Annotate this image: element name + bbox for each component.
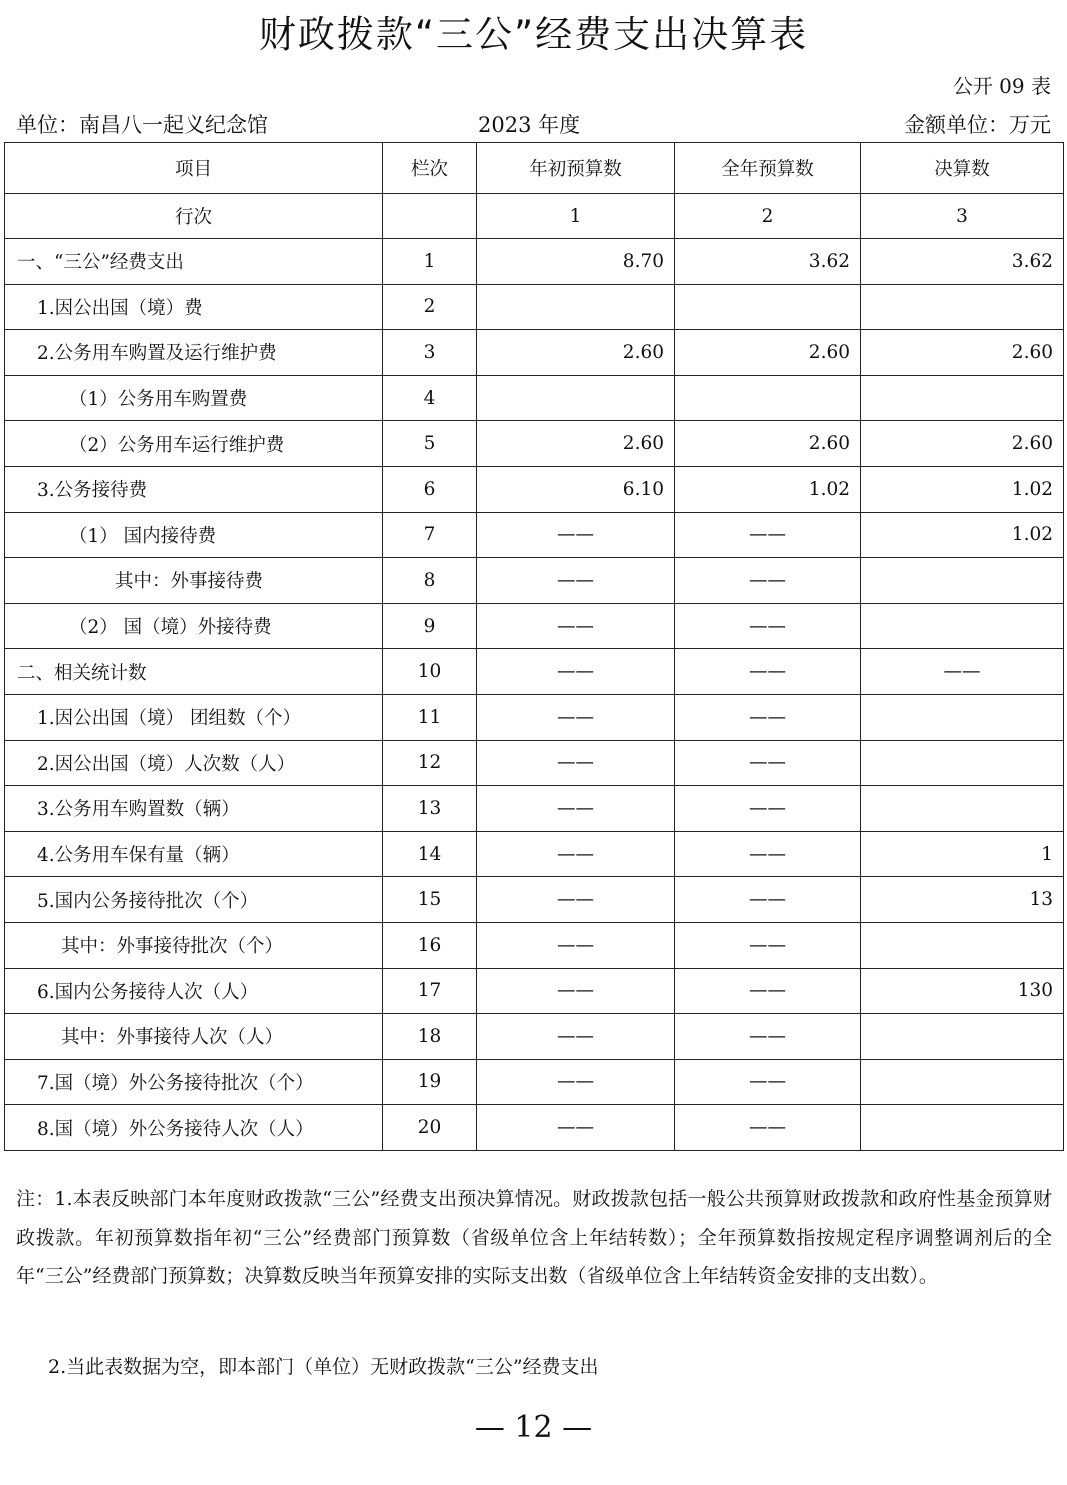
table-row bbox=[5, 922, 1064, 968]
final-account-cell bbox=[861, 740, 1064, 786]
initial-budget-cell: —— bbox=[477, 831, 675, 877]
full-year-budget-cell: 2.60 bbox=[675, 421, 861, 467]
money-unit-label: 金额单位：万元 bbox=[904, 113, 1051, 137]
row-number: 9 bbox=[383, 603, 477, 649]
table-row bbox=[5, 877, 1064, 923]
table-row bbox=[5, 603, 1064, 649]
initial-budget-cell bbox=[477, 284, 675, 330]
initial-budget-cell: —— bbox=[477, 512, 675, 558]
full-year-budget-cell: —— bbox=[675, 877, 861, 923]
row-item: 2.因公出国（境）人次数（人） bbox=[5, 740, 383, 786]
page-number: — 12 — bbox=[474, 1410, 593, 1445]
row-number: 15 bbox=[383, 877, 477, 923]
row-item: 二、相关统计数 bbox=[5, 649, 383, 695]
row-item: 6.国内公务接待人次（人） bbox=[5, 968, 383, 1014]
row-item: 1.因公出国（境）费 bbox=[5, 284, 383, 330]
row-number: 7 bbox=[383, 512, 477, 558]
table-row bbox=[5, 284, 1064, 330]
subheader-row-no: 行次 bbox=[5, 194, 383, 239]
row-item: 5.国内公务接待批次（个） bbox=[5, 877, 383, 923]
row-item: 3.公务接待费 bbox=[5, 466, 383, 512]
table-row bbox=[5, 239, 1064, 285]
row-item: 2.公务用车购置及运行维护费 bbox=[5, 330, 383, 376]
table-row bbox=[5, 694, 1064, 740]
final-account-cell: —— bbox=[861, 649, 1064, 695]
table-row bbox=[5, 375, 1064, 421]
final-account-cell bbox=[861, 284, 1064, 330]
row-item: （1）公务用车购置费 bbox=[5, 375, 383, 421]
subheader-col-2: 2 bbox=[675, 194, 861, 239]
header-initial-budget: 年初预算数 bbox=[477, 143, 675, 194]
row-number: 17 bbox=[383, 968, 477, 1014]
initial-budget-cell: —— bbox=[477, 1014, 675, 1060]
initial-budget-cell: —— bbox=[477, 1105, 675, 1151]
initial-budget-cell: —— bbox=[477, 922, 675, 968]
full-year-budget-cell: —— bbox=[675, 968, 861, 1014]
initial-budget-cell: —— bbox=[477, 877, 675, 923]
initial-budget-cell: 6.10 bbox=[477, 466, 675, 512]
full-year-budget-cell: —— bbox=[675, 1059, 861, 1105]
table-row bbox=[5, 1059, 1064, 1105]
final-account-cell bbox=[861, 558, 1064, 604]
row-number: 8 bbox=[383, 558, 477, 604]
row-item: 其中：外事接待人次（人） bbox=[5, 1014, 383, 1060]
full-year-budget-cell: —— bbox=[675, 558, 861, 604]
row-number: 1 bbox=[383, 239, 477, 285]
table-row bbox=[5, 968, 1064, 1014]
table-row bbox=[5, 466, 1064, 512]
row-number: 18 bbox=[383, 1014, 477, 1060]
header-final-account: 决算数 bbox=[861, 143, 1064, 194]
full-year-budget-cell: —— bbox=[675, 603, 861, 649]
row-item: 1.因公出国（境） 团组数（个） bbox=[5, 694, 383, 740]
row-item: 其中：外事接待费 bbox=[5, 558, 383, 604]
full-year-budget-cell bbox=[675, 284, 861, 330]
subheader-col-1: 1 bbox=[477, 194, 675, 239]
table-row bbox=[5, 421, 1064, 467]
final-account-cell bbox=[861, 922, 1064, 968]
initial-budget-cell bbox=[477, 375, 675, 421]
row-number: 16 bbox=[383, 922, 477, 968]
initial-budget-cell: —— bbox=[477, 558, 675, 604]
row-number: 12 bbox=[383, 740, 477, 786]
final-account-cell bbox=[861, 1059, 1064, 1105]
row-item: （2）公务用车运行维护费 bbox=[5, 421, 383, 467]
row-item: 7.国（境）外公务接待批次（个） bbox=[5, 1059, 383, 1105]
full-year-budget-cell: —— bbox=[675, 512, 861, 558]
header-column-no: 栏次 bbox=[383, 143, 477, 194]
initial-budget-cell: 2.60 bbox=[477, 330, 675, 376]
initial-budget-cell: —— bbox=[477, 649, 675, 695]
final-account-cell: 1.02 bbox=[861, 512, 1064, 558]
initial-budget-cell: —— bbox=[477, 968, 675, 1014]
row-item: （2） 国（境）外接待费 bbox=[5, 603, 383, 649]
final-account-cell: 2.60 bbox=[861, 421, 1064, 467]
final-account-cell: 2.60 bbox=[861, 330, 1064, 376]
final-account-cell bbox=[861, 786, 1064, 832]
row-number: 11 bbox=[383, 694, 477, 740]
full-year-budget-cell: —— bbox=[675, 649, 861, 695]
row-number: 3 bbox=[383, 330, 477, 376]
header-item: 项目 bbox=[5, 143, 383, 194]
final-account-cell: 1 bbox=[861, 831, 1064, 877]
unit-label: 单位：南昌八一起义纪念馆 bbox=[16, 113, 268, 137]
row-number: 2 bbox=[383, 284, 477, 330]
table-row bbox=[5, 330, 1064, 376]
table-row bbox=[5, 831, 1064, 877]
full-year-budget-cell: —— bbox=[675, 1105, 861, 1151]
final-account-cell bbox=[861, 603, 1064, 649]
final-account-cell: 13 bbox=[861, 877, 1064, 923]
note-1: 注：1.本表反映部门本年度财政拨款“三公”经费支出预决算情况。财政拨款包括一般公共预算财政拨款和政府性基金预算财政拨款。年初预算数指年初“三公”经费部门预算数（省级单位含上年结转数）；全年预算数指按规定程序调整调剂后的全年“三公”经费部门预算数；决算数反映当年预算安排的实际支出数（省级单位含上年结转资金安排的支出数）。 bbox=[16, 1188, 1052, 1287]
row-number: 10 bbox=[383, 649, 477, 695]
initial-budget-cell: 2.60 bbox=[477, 421, 675, 467]
subheader-row bbox=[5, 194, 1064, 239]
subheader-col-3: 3 bbox=[861, 194, 1064, 239]
full-year-budget-cell: 3.62 bbox=[675, 239, 861, 285]
initial-budget-cell: —— bbox=[477, 786, 675, 832]
final-account-cell: 130 bbox=[861, 968, 1064, 1014]
final-account-cell bbox=[861, 1105, 1064, 1151]
full-year-budget-cell: —— bbox=[675, 922, 861, 968]
initial-budget-cell: —— bbox=[477, 603, 675, 649]
row-item: 8.国（境）外公务接待人次（人） bbox=[5, 1105, 383, 1151]
initial-budget-cell: —— bbox=[477, 740, 675, 786]
row-item: （1） 国内接待费 bbox=[5, 512, 383, 558]
row-number: 19 bbox=[383, 1059, 477, 1105]
full-year-budget-cell: 1.02 bbox=[675, 466, 861, 512]
table-row bbox=[5, 1014, 1064, 1060]
final-account-cell bbox=[861, 694, 1064, 740]
row-number: 6 bbox=[383, 466, 477, 512]
year-label: 2023 年度 bbox=[478, 113, 581, 137]
full-year-budget-cell: —— bbox=[675, 1014, 861, 1060]
full-year-budget-cell: —— bbox=[675, 694, 861, 740]
full-year-budget-cell: —— bbox=[675, 740, 861, 786]
table-row bbox=[5, 786, 1064, 832]
full-year-budget-cell bbox=[675, 375, 861, 421]
initial-budget-cell: —— bbox=[477, 694, 675, 740]
row-item: 一、“三公”经费支出 bbox=[5, 239, 383, 285]
subheader-blank bbox=[383, 194, 477, 239]
final-account-cell bbox=[861, 1014, 1064, 1060]
table-row bbox=[5, 1105, 1064, 1151]
row-item: 4.公务用车保有量（辆） bbox=[5, 831, 383, 877]
full-year-budget-cell: 2.60 bbox=[675, 330, 861, 376]
row-number: 4 bbox=[383, 375, 477, 421]
table-row bbox=[5, 512, 1064, 558]
table-row bbox=[5, 740, 1064, 786]
header-full-year-budget: 全年预算数 bbox=[675, 143, 861, 194]
full-year-budget-cell: —— bbox=[675, 831, 861, 877]
row-number: 14 bbox=[383, 831, 477, 877]
row-number: 5 bbox=[383, 421, 477, 467]
full-year-budget-cell: —— bbox=[675, 786, 861, 832]
form-number: 公开 09 表 bbox=[952, 74, 1051, 98]
note-2: 2.当此表数据为空，即本部门（单位）无财政拨款“三公”经费支出 bbox=[48, 1356, 599, 1378]
header-row bbox=[5, 143, 1064, 194]
table-row bbox=[5, 558, 1064, 604]
row-number: 20 bbox=[383, 1105, 477, 1151]
final-account-cell: 1.02 bbox=[861, 466, 1064, 512]
row-item: 3.公务用车购置数（辆） bbox=[5, 786, 383, 832]
final-account-cell: 3.62 bbox=[861, 239, 1064, 285]
row-number: 13 bbox=[383, 786, 477, 832]
initial-budget-cell: —— bbox=[477, 1059, 675, 1105]
page-title: 财政拨款“三公”经费支出决算表 bbox=[258, 13, 809, 56]
initial-budget-cell: 8.70 bbox=[477, 239, 675, 285]
expenditure-table bbox=[4, 142, 1064, 1151]
table-row bbox=[5, 649, 1064, 695]
final-account-cell bbox=[861, 375, 1064, 421]
row-item: 其中：外事接待批次（个） bbox=[5, 922, 383, 968]
